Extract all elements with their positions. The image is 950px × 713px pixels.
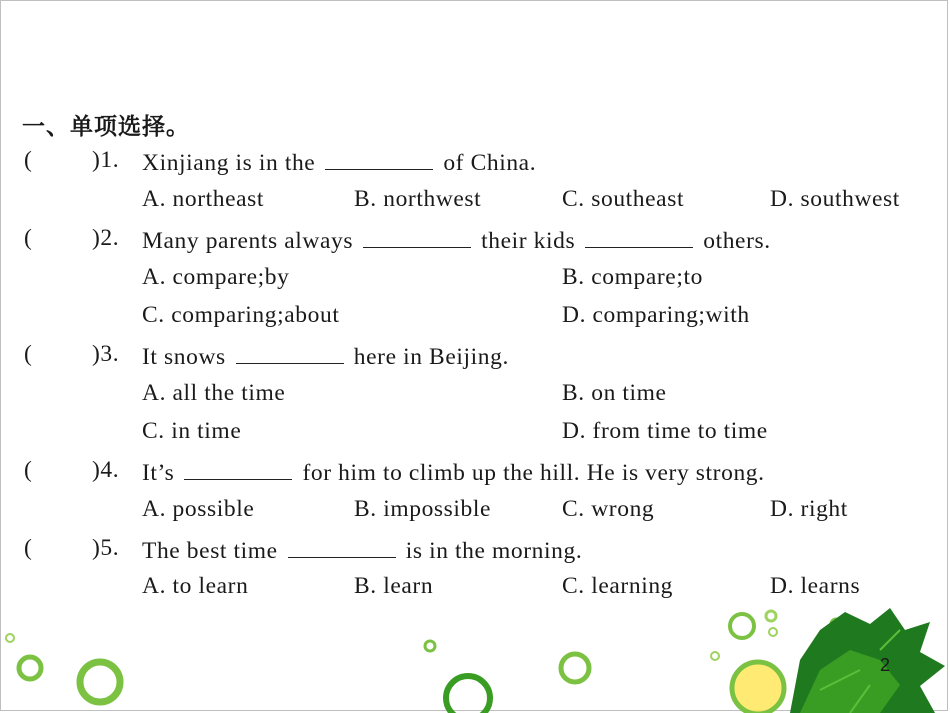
option-a[interactable]: A. compare;by: [142, 264, 290, 290]
question-stem: It’s for him to climb up the hill. He is very strong.: [142, 457, 765, 487]
answer-blank[interactable]: [184, 457, 292, 480]
options-3-row-1: [0, 380, 950, 410]
answer-blank[interactable]: [363, 225, 471, 248]
question-stem: Many parents always their kids others.: [142, 225, 771, 255]
option-b[interactable]: B. learn: [354, 573, 434, 599]
question-number: )3.: [92, 341, 120, 367]
option-b[interactable]: B. northwest: [354, 186, 482, 212]
question-number: )1.: [92, 147, 120, 173]
ring-decoration-left: [6, 634, 719, 713]
answer-blank[interactable]: [585, 225, 693, 248]
options-2-row-2: [0, 302, 950, 332]
option-c[interactable]: C. learning: [562, 573, 674, 599]
option-b[interactable]: B. on time: [562, 380, 667, 406]
question-5: [0, 535, 950, 565]
question-3: [0, 341, 950, 371]
question-stem: Xinjiang is in the of China.: [142, 147, 536, 177]
answer-blank[interactable]: [325, 147, 433, 170]
option-d[interactable]: D. comparing;with: [562, 302, 750, 328]
answer-blank[interactable]: [236, 341, 344, 364]
question-1: [0, 147, 950, 177]
option-a[interactable]: A. possible: [142, 496, 255, 522]
answer-paren-open: (: [24, 341, 33, 367]
question-stem: The best time is in the morning.: [142, 535, 582, 565]
question-number: )5.: [92, 535, 120, 561]
option-c[interactable]: C. in time: [142, 418, 242, 444]
option-c[interactable]: C. southeast: [562, 186, 685, 212]
option-c[interactable]: C. comparing;about: [142, 302, 340, 328]
options-2-row-1: [0, 264, 950, 294]
question-stem: It snows here in Beijing.: [142, 341, 509, 371]
answer-paren-open: (: [24, 457, 33, 483]
page-number: 2: [880, 655, 891, 675]
option-a[interactable]: A. all the time: [142, 380, 286, 406]
option-d[interactable]: D. southwest: [770, 186, 900, 212]
question-number: )4.: [92, 457, 120, 483]
option-a[interactable]: A. to learn: [142, 573, 249, 599]
option-d[interactable]: D. from time to time: [562, 418, 768, 444]
options-4: [0, 496, 950, 526]
option-c[interactable]: C. wrong: [562, 496, 655, 522]
question-number: )2.: [92, 225, 120, 251]
section-title: 一、单项选择。: [22, 114, 190, 140]
option-a[interactable]: A. northeast: [142, 186, 265, 212]
options-3-row-2: [0, 418, 950, 448]
answer-paren-open: (: [24, 225, 33, 251]
question-2: [0, 225, 950, 255]
option-d[interactable]: D. right: [770, 496, 848, 522]
option-d[interactable]: D. learns: [770, 573, 861, 599]
option-b[interactable]: B. compare;to: [562, 264, 703, 290]
answer-blank[interactable]: [288, 535, 396, 558]
answer-paren-open: (: [24, 147, 33, 173]
option-b[interactable]: B. impossible: [354, 496, 492, 522]
leaf-icon: [790, 608, 945, 713]
question-4: [0, 457, 950, 487]
decorative-footer: [0, 590, 950, 713]
answer-paren-open: (: [24, 535, 33, 561]
options-1: [0, 186, 950, 216]
